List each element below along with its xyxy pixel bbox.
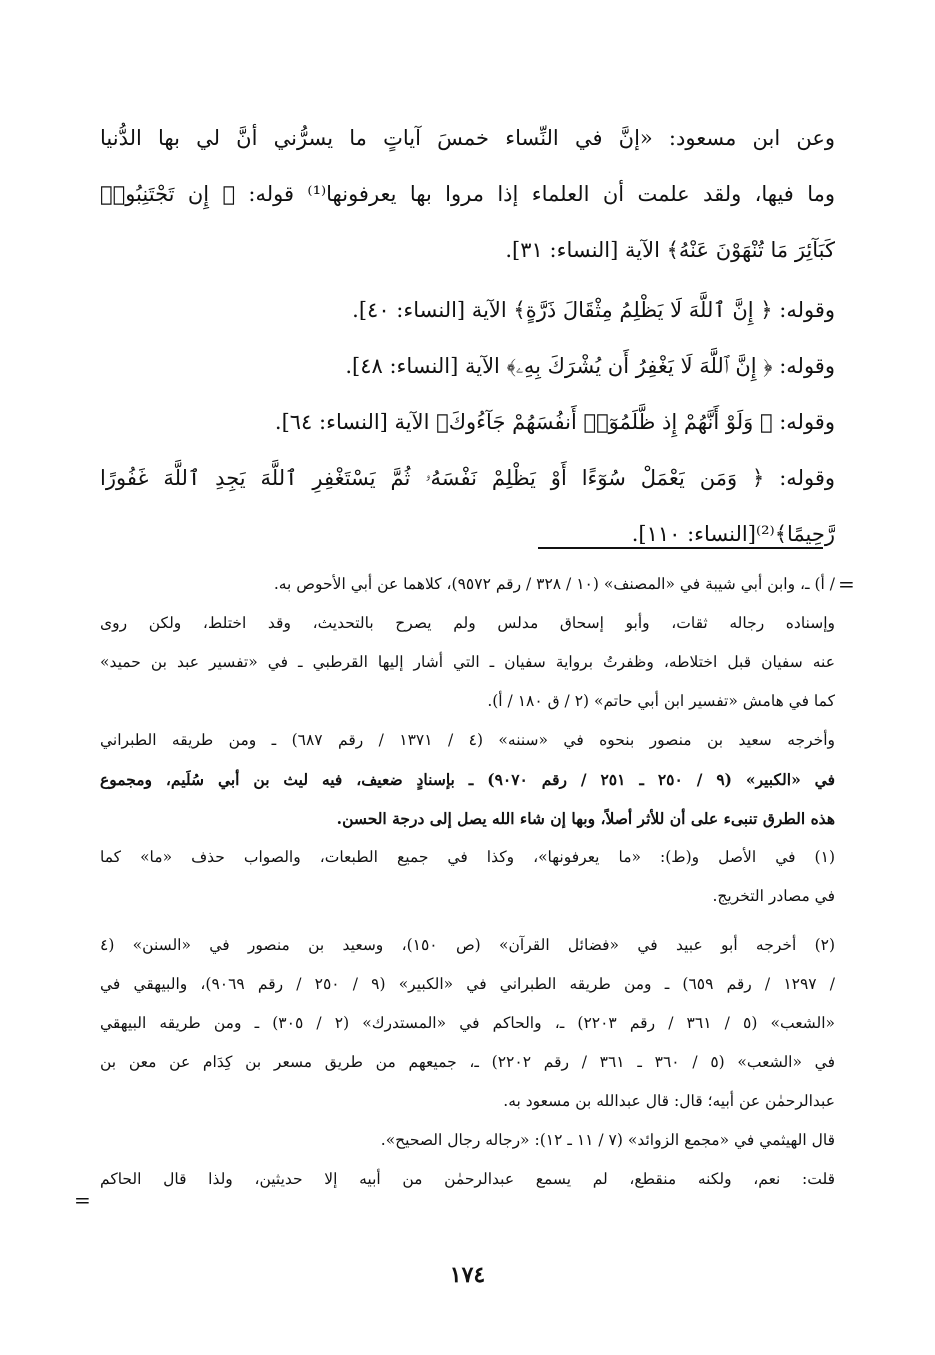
footnote-line: «الشعب» (٥ / ٣٦١ / رقم ٢٢٠٣) ـ، والحاكم في «المستدرك» (٢ / ٣٠٥) ـ ومن طريقه البيهقي [100, 1014, 835, 1032]
main-line: وعن ابن مسعود: «إنَّ في النِّساء خمسَ آياتٍ ما يسرُّني أنَّ لي بها الدُّنيا [100, 126, 835, 150]
footnote-line: / ١٢٩٧ / رقم ٦٥٩) ـ ومن طريقه الطبراني في «الكبير» (٩ / ٢٥٠ / رقم ٩٠٦٩)، والبيهقي في [100, 975, 835, 993]
main-line: وقوله: ﴿ إِنَّ ٱللَّهَ لَا يَظْلِمُ مِثْقَالَ ذَرَّةٍ﴾ الآية [النساء: ٤٠]. [352, 298, 835, 322]
footnote-line: / أ) ـ، وابن أبي شيبة في «المصنف» (١٠ / ٣٢٨ / رقم ٩٥٧٢)، كلاهما عن أبي الأحوص به. [273, 575, 835, 593]
main-text [100, 110, 835, 562]
footnote-line: وإسناده رجاله ثقات، وأبو إسحاق مدلس ولم يصرح بالتحديث، وقد اختلط، ولكن روى [100, 614, 835, 632]
footnote-line: في «الكبير» (٩ / ٢٥٠ ـ ٢٥١ / رقم ٩٠٧٠) ـ بإسنادٍ ضعيف، فيه ليث بن أبي سُلَيم، ومجموع [100, 770, 835, 789]
footnote-line: قلت: نعم، ولكنه منقطع، لم يسمع عبدالرحمٰن من أبيه إلا حديثين، ولذا قال الحاكم [100, 1170, 835, 1188]
main-line: وقوله: ﴿ وَمَن يَعْمَلْ سُوٓءًا أَوْ يَظْلِمْ نَفْسَهُۥ ثُمَّ يَسْتَغْفِرِ ٱللَّهَ يَجِدِ ٱللَّهَ غَفُورًا [100, 466, 835, 490]
continuation-mark-bottom: = [74, 1188, 91, 1212]
footnote-line: كما في هامش «تفسير ابن أبي حاتم» (٢ / ق ١٨٠ / أ). [487, 692, 835, 710]
main-line: وقوله: ﴿ وَلَوْ أَنَّهُمْ إِذ ظَّلَمُوٓا۟ أَنفُسَهُمْ جَآءُوكَ﴾ الآية [النساء: ٦٤]. [274, 410, 835, 434]
main-line: وما فيها، ولقد علمت أن العلماء إذا مروا بها يعرفونها⁽¹⁾ قوله: ﴿ إِن تَجْتَنِبُوا۟ [100, 182, 835, 206]
footnote-2: (٢) أخرجه أبو عبيد في «فضائل القرآن» (ص ١٥٠)، وسعيد بن منصور في «السنن» (٤ [100, 936, 835, 954]
footnote-line: في «الشعب» (٥ / ٣٦٠ ـ ٣٦١ / رقم ٢٢٠٢) ـ، جميعهم من طريق مسعر بن كِدَام عن معن بن [100, 1053, 835, 1071]
main-line: كَبَآئِرَ مَا تُنْهَوْنَ عَنْهُ﴾ الآية [النساء: ٣١]. [505, 238, 835, 262]
main-line: وقوله: ﴿ إِنَّ ٱللَّهَ لَا يَغْفِرُ أَن يُشْرَكَ بِهِۦ﴾ الآية [النساء: ٤٨]. [345, 354, 835, 378]
footnote-line: وأخرجه سعيد بن منصور بنحوه في «سننه» (٤ / ١٣٧١ / رقم ٦٨٧) ـ ومن طريقه الطبراني [100, 731, 835, 749]
footnote-line: هذه الطرق تنبىء على أن للأثر أصلاً، وبها إن شاء الله يصل إلى درجة الحسن. [336, 809, 835, 828]
footnote-divider [538, 547, 823, 549]
footnote-line: عبدالرحمٰن عن أبيه؛ قال: قال عبدالله بن مسعود به. [503, 1092, 835, 1110]
continuation-mark-top: = [838, 572, 855, 596]
main-line: رَّحِيمًا﴾⁽²⁾[النساء: ١١٠]. [631, 522, 835, 546]
footnotes [100, 565, 835, 1199]
footnote-line: عنه سفيان قبل اختلاطه، وظفرتُ برواية سفيان ـ التي أشار إليها القرطبي ـ في «تفسير عبد بن حميد» [100, 653, 835, 671]
footnote-line: قال الهيثمي في «مجمع الزوائد» (٧ / ١١ ـ ١٢): «رجاله رجال الصحيح». [380, 1131, 835, 1149]
footnote-line: في مصادر التخريج. [712, 887, 835, 905]
footnote-1: (١) في الأصل و(ط): «ما يعرفونها»، وكذا في جميع الطبعات، والصواب حذف «ما» كما [100, 848, 835, 866]
page-number: ١٧٤ [449, 1262, 486, 1288]
